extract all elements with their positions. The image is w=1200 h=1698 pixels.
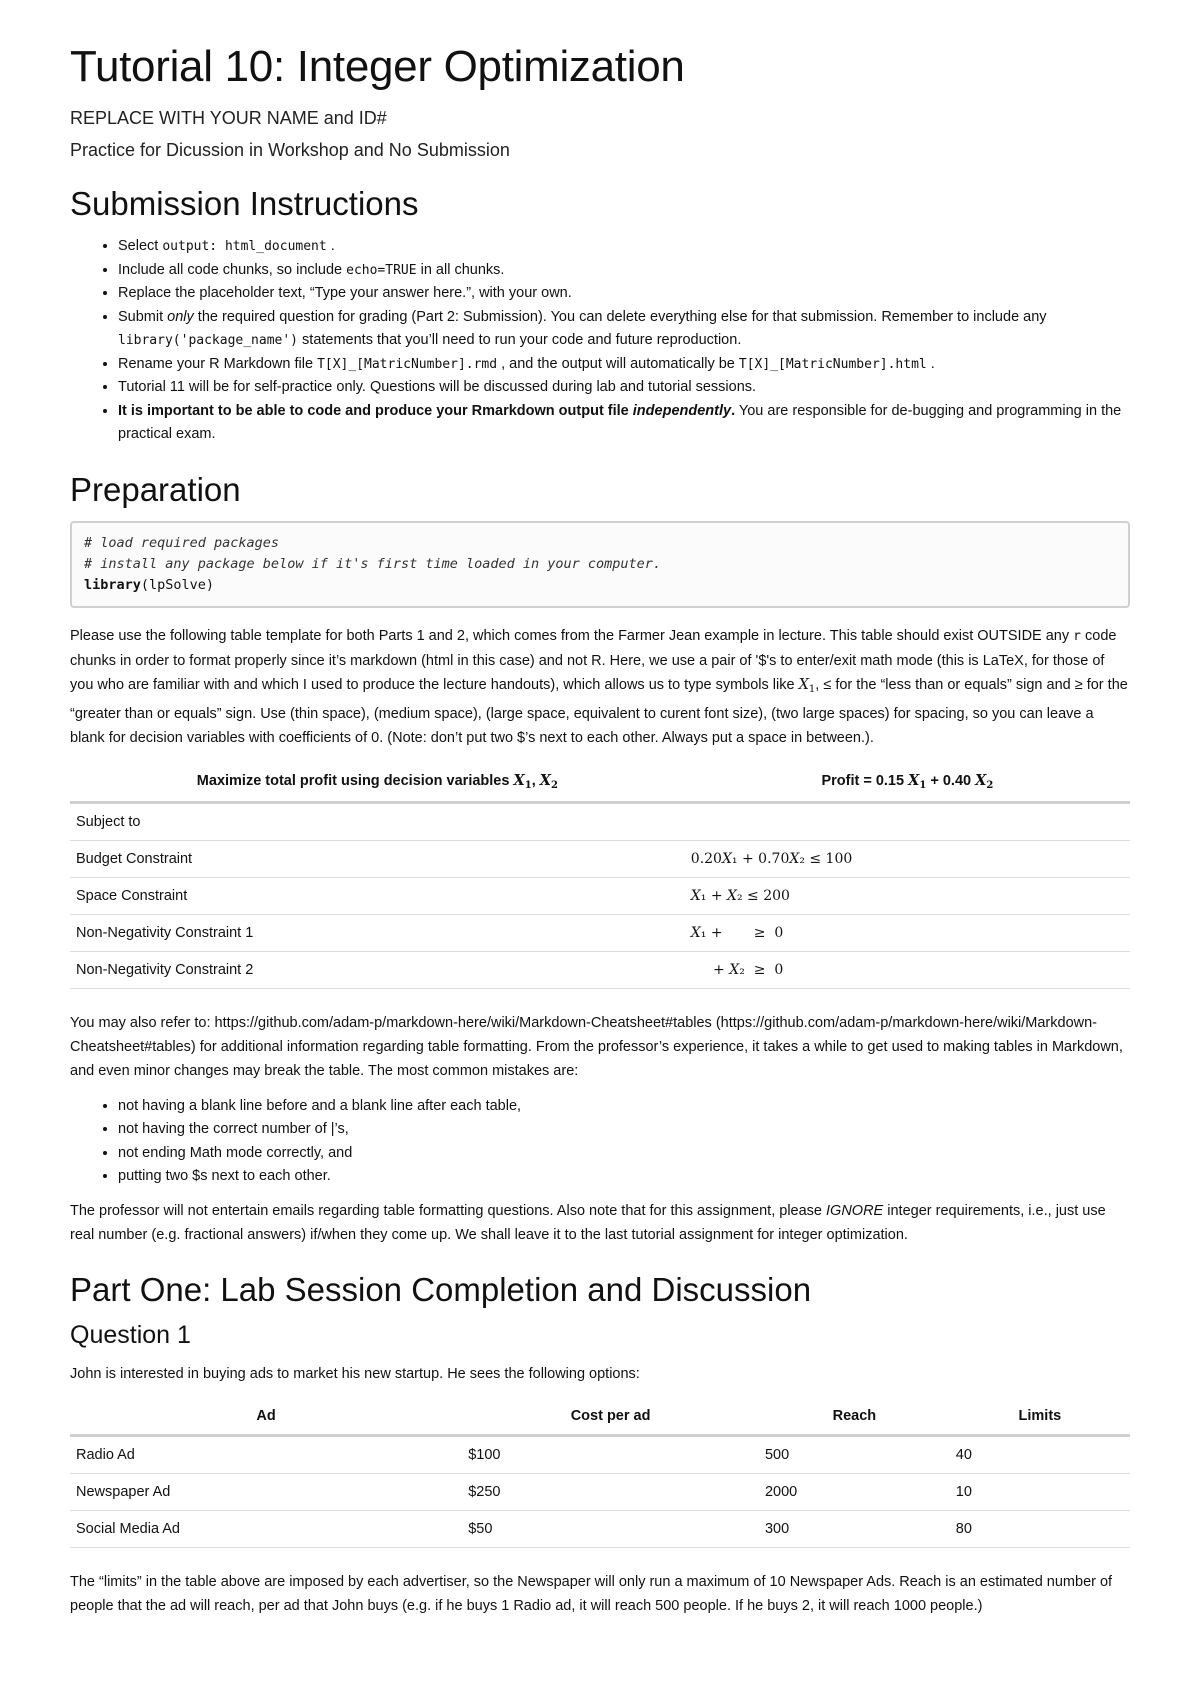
submission-list — [70, 235, 1130, 447]
emphasis: independently — [632, 402, 732, 419]
math-x1: $X_1$ — [908, 771, 927, 791]
table-cell: 2000 — [759, 1473, 950, 1510]
text: It is important to be able to code and produce your Rmarkdown output file — [118, 402, 633, 419]
text: , and the output will automatically be — [497, 355, 739, 372]
table-row — [70, 914, 1130, 951]
table-row — [70, 1510, 1130, 1547]
question-1-intro: John is interested in buying ads to market his new startup. He sees the following options: — [70, 1365, 640, 1382]
table-row — [70, 802, 1130, 840]
table-row — [70, 877, 1130, 914]
text: Please use the following table template for both Parts 1 and 2, which comes from the Farmer Jean example in lecture. This table should exist OUTSIDE any — [70, 627, 1074, 644]
text: You are responsible for de-bugging and programming in the practical exam. — [118, 402, 1122, 442]
text: . — [731, 402, 736, 419]
table-cell: Non-Negativity Constraint 2 — [70, 951, 685, 988]
template-header-profit: Profit = 0.15 $X_1 + 0.40$ $X_2$ — [685, 762, 1130, 803]
author-line: REPLACE WITH YOUR NAME and ID# — [70, 108, 387, 128]
question-1-note: The “limits” in the table above are imposed by each advertiser, so the Newspaper will only run a maximum of 10 Newspaper Ads. Reach is an estimated number of people that the ad will reach, per ad that John buys (e.g. if he buys 1 Radio ad, it will reach 500 people. If he buys 2, it will reach 1000 people.) — [70, 1573, 1113, 1614]
math-x1: $X_1$ — [513, 771, 532, 791]
submission-heading: Submission Instructions — [70, 185, 419, 222]
list-item: • Replace the placeholder text, “Type your answer here.”, with your own. — [118, 282, 1130, 306]
text: . — [326, 238, 335, 254]
preparation-heading: Preparation — [70, 470, 241, 508]
table-cell: $100 — [462, 1435, 759, 1473]
code-args: (lpSolve) — [140, 576, 215, 593]
part-one-heading: Part One: Lab Session Completion and Discussion — [70, 1270, 812, 1308]
emphasis: IGNORE — [826, 1202, 884, 1219]
code-comment: # install any package below if it's first time loaded in your computer. — [84, 555, 662, 572]
table-cell: + 𝑋₂ ≥ 0 — [685, 951, 1130, 988]
template-paragraph — [70, 624, 1130, 750]
list-item: • not ending Math mode correctly, and — [118, 1142, 1130, 1166]
markdown-reference-paragraph: You may also refer to: https://github.com/adam-p/markdown-here/wiki/Markdown-Cheatsheet#tables (https://github.com/adam-p/markdown-here/wiki/Markdown-Cheatsheet#tables) for additional information regarding table formatting. From the professor’s experience, it takes a while to get used to making tables in Markdown, and even minor changes may break the table. The most common mistakes are: — [70, 1014, 1123, 1079]
math-x2: $X_2$ — [539, 771, 558, 791]
ads-header-limits: Limits — [950, 1398, 1130, 1436]
table-row — [70, 1473, 1130, 1510]
inline-code: T[X]_[MatricNumber].html — [738, 356, 927, 372]
list-item: • putting two $s next to each other. — [118, 1165, 1130, 1189]
practice-line: Practice for Dicussion in Workshop and No Submission — [70, 140, 510, 160]
list-item: • not having the correct number of |’s, — [118, 1118, 1130, 1142]
text: The professor will not entertain emails regarding table formatting questions. Also note that for this assignment, please — [70, 1202, 827, 1219]
table-cell: Subject to — [70, 802, 685, 840]
ads-header-reach: Reach — [759, 1398, 950, 1436]
code-block[interactable] — [70, 521, 1130, 608]
table-row — [70, 1435, 1130, 1473]
table-cell: $50 — [462, 1510, 759, 1547]
header-text: Profit = 0.15 — [821, 772, 909, 789]
text: Include all code chunks, so include — [118, 261, 347, 278]
text: statements that you’ll need to run your code and future reproduction. — [298, 332, 742, 348]
math-x1: $X_1$ — [798, 676, 816, 695]
inline-code: output: html_document — [162, 239, 327, 254]
table-cell: Non-Negativity Constraint 1 — [70, 914, 685, 951]
list-item — [118, 259, 1130, 283]
table-cell: 0.20𝑋₁ + 0.70𝑋₂ ≤ 100 — [685, 840, 1130, 877]
text: , ≤ for the “less than or equals” sign and ≥ for the “greater than or equals” sign. Use (thin space), (medium space), (large space, equivalent to curent font size), (two large spaces) for spacing, so you can leave a blank for decision variables with coefficients of 0. (Note: don’t put two $’s next to each other. Always put a space in between.). — [70, 676, 1128, 746]
code-line — [84, 575, 1116, 596]
text: integer requirements, i.e., just use real number (e.g. fractional answers) if/when they come up. We shall leave it to the last tutorial assignment for integer optimization. — [70, 1202, 1106, 1243]
text: code chunks in order to format properly since it’s markdown (html in this case) and not R. Here, we use a pair of '$'s to enter/exit math mode (this is LaTeX, for those of you who are familiar with and which I used to produce the lecture handouts), which allows us to type symbols like — [70, 627, 1117, 693]
header-text: Maximize total profit using decision variables — [196, 772, 514, 789]
list-item — [118, 353, 1130, 377]
list-item — [118, 306, 1130, 353]
table-cell: 10 — [950, 1473, 1130, 1510]
table-cell — [685, 802, 1130, 840]
template-header-decision: Maximize total profit using decision variables $X_1$, $X_2$ — [70, 762, 685, 803]
inline-code: T[X]_[MatricNumber].rmd — [317, 356, 498, 372]
emphasis: only — [167, 308, 194, 325]
strong-text — [118, 403, 735, 419]
ignore-integer-paragraph — [70, 1199, 1130, 1247]
table-cell: Budget Constraint — [70, 840, 685, 877]
text: in all chunks. — [416, 261, 505, 278]
question-1-heading: Question 1 — [70, 1320, 191, 1349]
ads-table — [70, 1398, 1130, 1548]
ads-header-ad: Ad — [70, 1398, 462, 1436]
math-x2: $X_2$ — [975, 771, 994, 791]
mistakes-list — [70, 1095, 1130, 1189]
text: Select — [118, 238, 163, 254]
code-keyword: library — [84, 576, 141, 593]
text: Rename your R Markdown file — [118, 355, 318, 372]
table-cell: 40 — [950, 1435, 1130, 1473]
template-table — [70, 762, 1130, 989]
text: the required question for grading (Part 2: Submission). You can delete everything else for that submission. Remember to include any — [193, 308, 1047, 325]
table-cell: 𝑋₁ + ≥ 0 — [685, 914, 1130, 951]
table-cell: Newspaper Ad — [70, 1473, 462, 1510]
table-cell: 500 — [759, 1435, 950, 1473]
table-cell: 300 — [759, 1510, 950, 1547]
table-cell: Space Constraint — [70, 877, 685, 914]
table-cell: $250 — [462, 1473, 759, 1510]
text: Submit — [118, 308, 168, 325]
list-item — [118, 235, 1130, 259]
table-cell: 80 — [950, 1510, 1130, 1547]
page-title: Tutorial 10: Integer Optimization — [70, 42, 685, 91]
inline-code: echo=TRUE — [346, 262, 417, 278]
code-comment: # load required packages — [84, 534, 280, 551]
inline-code: r — [1073, 628, 1081, 644]
table-row — [70, 951, 1130, 988]
table-cell: Social Media Ad — [70, 1510, 462, 1547]
ads-header-cost: Cost per ad — [462, 1398, 759, 1436]
table-cell: 𝑋₁ + 𝑋₂ ≤ 200 — [685, 877, 1130, 914]
list-item: • not having a blank line before and a blank line after each table, — [118, 1095, 1130, 1119]
inline-code: library('package_name') — [118, 333, 299, 348]
table-row — [70, 840, 1130, 877]
list-item — [118, 400, 1130, 447]
table-cell: Radio Ad — [70, 1435, 462, 1473]
text: . — [926, 355, 935, 372]
list-item: • Tutorial 11 will be for self-practice only. Questions will be discussed during lab and tutorial sessions. — [118, 376, 1130, 400]
